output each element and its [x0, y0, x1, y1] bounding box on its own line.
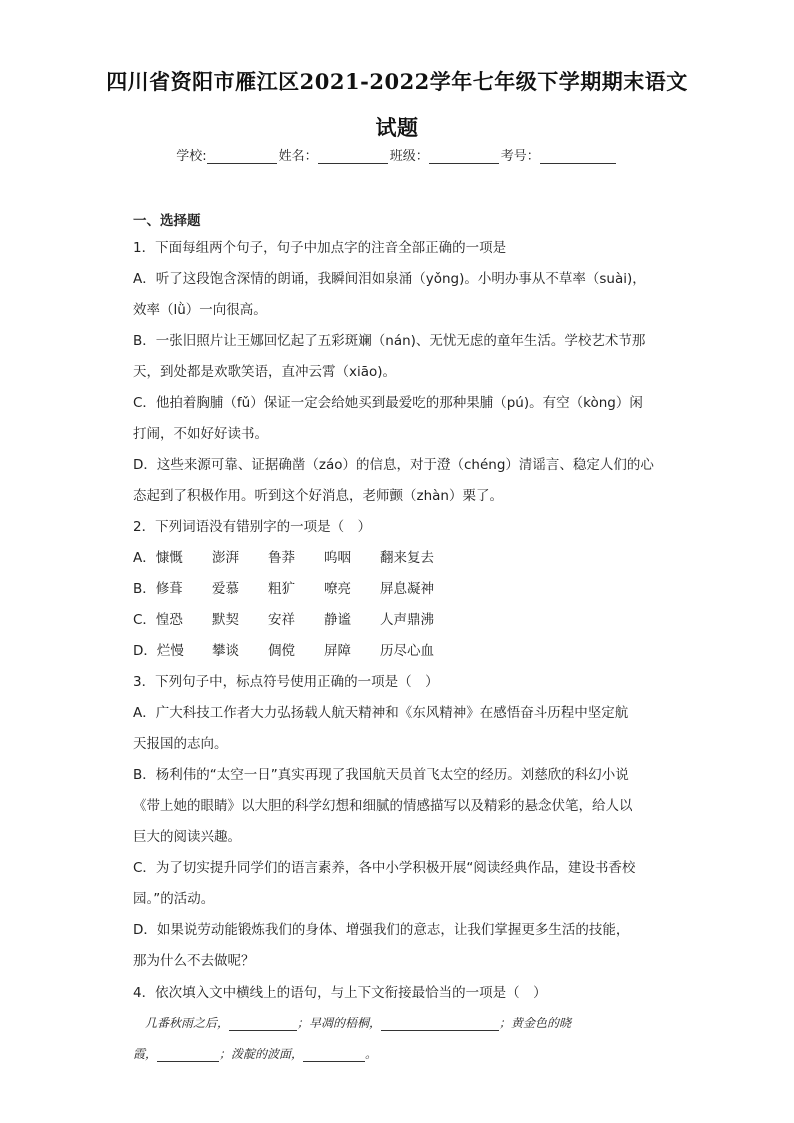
name-label: 姓名：: [278, 149, 318, 164]
class-label: 班级：: [389, 149, 429, 164]
section-heading: 一、选择题: [133, 213, 201, 229]
q2-b-word4: 嘹亮: [324, 581, 351, 597]
q3-stem: 3．下列句子中，标点符号使用正确的一项是（ ）: [133, 674, 439, 690]
q1-option-b-line2: 天，到处都是欢歌笑语，直冲云霄（xiāo)。: [133, 364, 397, 380]
q3-option-b-line2: 《带上她的眼睛》以大胆的科学幻想和细腻的情感描写以及精彩的悬念伏笔，给人以: [133, 798, 633, 814]
q4-passage-line1: [145, 1014, 571, 1031]
name-blank[interactable]: [318, 149, 388, 164]
number-blank[interactable]: [540, 149, 616, 164]
q2-c-word3: 安祥: [268, 612, 295, 628]
q2-a-word2: 澎湃: [212, 550, 239, 566]
q2-d-word5: 历尽心血: [380, 643, 434, 659]
q1-option-a-line1: A．听了这段饱含深情的朗诵，我瞬间泪如泉涌（yǒng)。小明办事从不草率（suài)，: [133, 271, 646, 287]
q3-option-d-line1: D．如果说劳动能锻炼我们的身体、增强我们的意志，让我们掌握更多生活的技能，: [133, 922, 630, 938]
q1-stem: 1．下面每组两个句子，句子中加点字的注音全部正确的一项是: [133, 240, 507, 256]
q1-option-c-line2: 打闹，不如好好读书。: [133, 426, 268, 442]
q4-passage-line2: [133, 1045, 377, 1062]
q4-passage-text2: ；早凋的梧桐，: [297, 1016, 382, 1030]
q2-b-word5: 屏息凝神: [380, 581, 434, 597]
q2-c-word4: 静谧: [324, 612, 351, 628]
q4-passage-text1: 几番秋雨之后，: [145, 1016, 230, 1030]
q1-option-a-line2: 效率（lǜ）一向很高。: [133, 302, 267, 318]
student-info-row: [0, 145, 794, 164]
q2-c-word5: 人声鼎沸: [380, 612, 434, 628]
q4-blank-1[interactable]: [229, 1017, 297, 1031]
q1-option-d-line1: D．这些来源可靠、证据确凿（záo）的信息，对于澄（chéng）清谣言、稳定人们的心: [133, 457, 654, 473]
q2-d-word4: 屏障: [324, 643, 351, 659]
q2-a-word1: A．慷慨: [133, 550, 183, 566]
q2-b-word2: 爱慕: [212, 581, 239, 597]
q4-passage-text6: 。: [365, 1047, 378, 1061]
q3-option-d-line2: 那为什么不去做呢？: [133, 953, 255, 969]
q3-option-a-line1: A．广大科技工作者大力弘扬载人航天精神和《东风精神》在感悟奋斗历程中坚定航: [133, 705, 629, 721]
q3-option-a-line2: 天报国的志向。: [133, 736, 228, 752]
q2-d-word2: 攀谈: [212, 643, 239, 659]
exam-title-line1: 四川省资阳市雁江区2021-2022学年七年级下学期期末语文: [106, 69, 688, 94]
q4-passage-text4: 霞，: [133, 1047, 158, 1061]
q2-b-word1: B．修葺: [133, 581, 183, 597]
q2-c-word1: C．惶恐: [133, 612, 183, 628]
q4-passage-text3: ；黄金色的晓: [499, 1016, 572, 1030]
q1-option-d-line2: 态起到了积极作用。听到这个好消息，老师颤（zhàn）栗了。: [133, 488, 503, 504]
class-blank[interactable]: [429, 149, 499, 164]
q2-d-word3: 倜傥: [268, 643, 295, 659]
q1-option-b-line1: B．一张旧照片让王娜回忆起了五彩斑斓（nán)、无忧无虑的童年生活。学校艺术节那: [133, 333, 646, 349]
q3-option-b-line3: 巨大的阅读兴趣。: [133, 829, 241, 845]
q3-option-b-line1: B．杨利伟的“太空一日”真实再现了我国航天员首飞太空的经历。刘慈欣的科幻小说: [133, 767, 629, 783]
q2-a-word5: 翻来复去: [380, 550, 434, 566]
q2-stem: 2．下列词语没有错别字的一项是（ ）: [133, 519, 372, 535]
number-label: 考号：: [500, 149, 540, 164]
q3-option-c-line2: 园。”的活动。: [133, 891, 215, 907]
q4-blank-4[interactable]: [303, 1048, 365, 1062]
school-label: 学校:: [176, 149, 207, 164]
q2-b-word3: 粗犷: [268, 581, 295, 597]
q2-c-word2: 默契: [212, 612, 239, 628]
q3-option-c-line1: C．为了切实提升同学们的语言素养，各中小学积极开展“阅读经典作品，建设书香校: [133, 860, 636, 876]
exam-title-line2: 试题: [375, 115, 419, 140]
q4-blank-2[interactable]: [381, 1017, 499, 1031]
q4-blank-3[interactable]: [157, 1048, 219, 1062]
q2-d-word1: D．烂慢: [133, 643, 184, 659]
school-blank[interactable]: [207, 149, 277, 164]
q4-passage-text5: ；泼靛的波面，: [219, 1047, 304, 1061]
q2-a-word3: 鲁莽: [268, 550, 295, 566]
q1-option-c-line1: C．他拍着胸脯（fǔ）保证一定会给她买到最爱吃的那种果脯（pú)。有空（kòng）闲: [133, 395, 643, 411]
q2-a-word4: 呜咽: [324, 550, 351, 566]
q4-stem: 4．依次填入文中横线上的语句，与上下文衔接最恰当的一项是（ ）: [133, 985, 547, 1001]
